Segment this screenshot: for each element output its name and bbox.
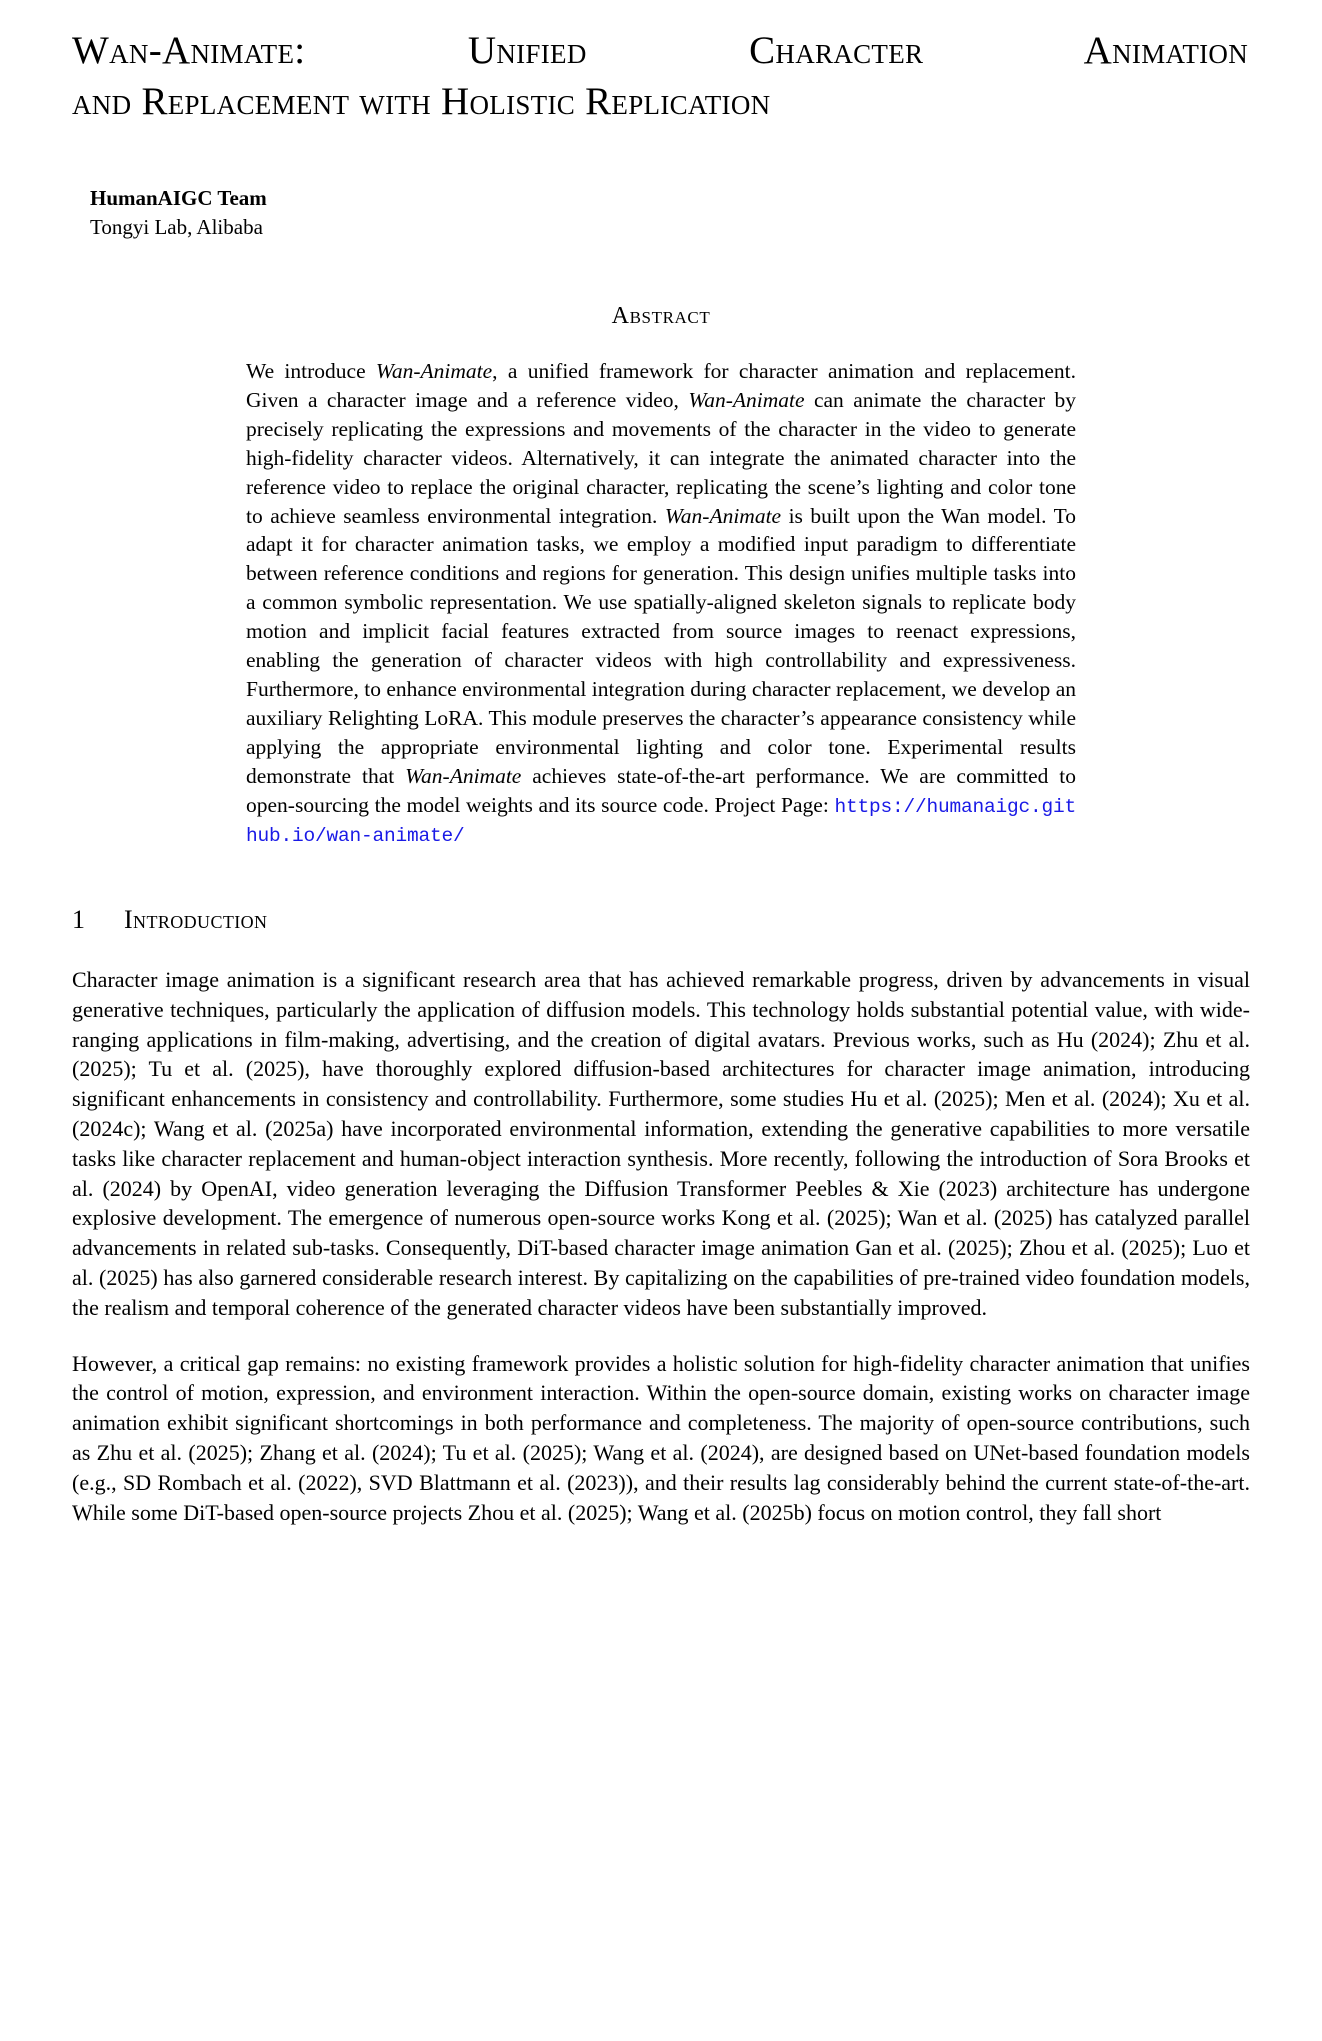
abstract-text-d: is built upon the Wan model. To adapt it for character animation tasks, we employ a modified input paradigm to differentiate between reference conditions and regions for generation. This design unifies multiple tasks into a common symbolic representation. We use spatially-aligned skeleton signals to replicate body motion and implicit facial features extracted from source images to reenact expressions, enabling the generation of character videos with high controllability and expressiveness. Furthermore, to enhance environmental integration during character replacement, we develop an auxiliary Relighting LoRA. This module preserves the character’s appearance consistency while applying the appropriate environmental lighting and color tone. Experimental results demonstrate that (246, 503, 1076, 788)
section-title: Introduction (124, 905, 268, 934)
section-number: 1 (72, 905, 86, 934)
intro-paragraph-1: Character image animation is a significant research area that has achieved remarkable progress, driven by advancements in visual generative techniques, particularly the application of diffusion models. This technology holds substantial potential value, with wide-ranging applications in film-making, advertising, and the creation of digital avatars. Previous works, such as Hu (2024); Zhu et al. (2025); Tu et al. (2025), have thoroughly explored diffusion-based architectures for character image animation, introducing significant enhancements in consistency and controllability. Furthermore, some studies Hu et al. (2025); Men et al. (2024); Xu et al. (2024c); Wang et al. (2025a) have incorporated environmental information, extending the generative capabilities to more versatile tasks like character replacement and human-object interaction synthesis. More recently, following the introduction of Sora Brooks et al. (2024) by OpenAI, video generation leveraging the Diffusion Transformer Peebles & Xie (2023) architecture has undergone explosive development. The emergence of numerous open-source works Kong et al. (2025); Wan et al. (2025) has catalyzed parallel advancements in related sub-tasks. Consequently, DiT-based character image animation Gan et al. (2025); Zhou et al. (2025); Luo et al. (2025) has also garnered considerable research interest. By capitalizing on the capabilities of pre-trained video foundation models, the realism and temporal coherence of the generated character videos have been substantially improved. (72, 967, 1250, 1320)
abstract-text-b: , a unified framework for character animation and replacement. Given a character image and a reference video, (246, 358, 1076, 412)
abstract-emphasis-1: Wan-Animate (375, 358, 493, 383)
intro-paragraph-2: However, a critical gap remains: no existing framework provides a holistic solution for high-fidelity character animation that unifies the control of motion, expression, and environment interaction. Within the open-source domain, existing works on character image animation exhibit significant shortcomings in both performance and completeness. The majority of open-source contributions, such as Zhu et al. (2025); Zhang et al. (2024); Tu et al. (2025); Wang et al. (2024), are designed based on UNet-based foundation models (e.g., SD Rombach et al. (2022), SVD Blattmann et al. (2023)), and their results lag considerably behind the current state-of-the-art. While some DiT-based open-source projects Zhou et al. (2025); Wang et al. (2025b) focus on motion control, they fall short (72, 1350, 1250, 1525)
abstract-heading: Abstract (611, 302, 711, 329)
abstract-emphasis-3: Wan-Animate (664, 503, 782, 528)
project-page-link[interactable]: https://humanaigc.github.io/wan-animate/ (246, 795, 1076, 847)
title-line-2: and Replacement with Holistic Replication (72, 79, 771, 123)
author-block (72, 185, 1250, 241)
author-team: HumanAIGC Team (90, 186, 267, 211)
section-heading-introduction (72, 905, 1250, 935)
abstract-emphasis-4: Wan-Animate (405, 763, 522, 788)
page-title (72, 26, 1250, 127)
abstract-emphasis-2: Wan-Animate (688, 387, 805, 412)
title-line-1: Wan-Animate: Unified Character Animation (72, 29, 1248, 72)
abstract-text-a: We introduce (246, 358, 376, 383)
abstract-text-c: can animate the character by precisely replicating the expressions and movements of the character in the video to generate high-fidelity character videos. Alternatively, it can integrate the animated character into the reference video to replace the original character, replicating the scene’s lighting and color tone to achieve seamless environmental integration. (246, 387, 1077, 528)
abstract-body (246, 357, 1076, 849)
abstract-text-e: achieves state-of-the-art performance. We are committed to open-sourcing the model weights and its source code. Project Page: (246, 763, 1076, 817)
author-affiliation: Tongyi Lab, Alibaba (90, 214, 263, 239)
